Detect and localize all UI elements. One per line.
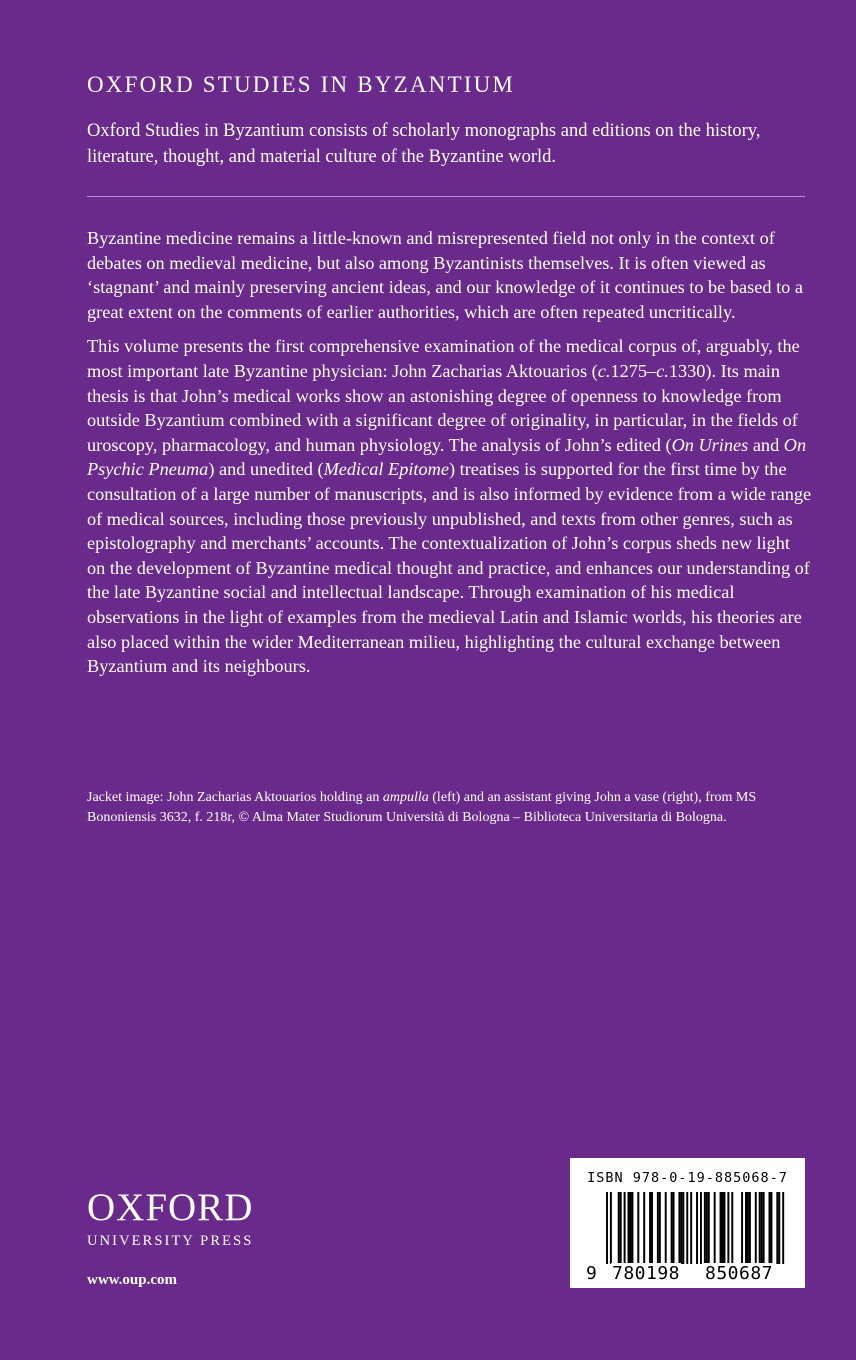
barcode-bar — [637, 1192, 639, 1264]
barcode-bar — [706, 1192, 708, 1264]
publisher-logo — [87, 1188, 287, 1250]
barcode-bar — [723, 1192, 725, 1264]
text-run: ) treatises is supported for the first time by the consultation of a large number of manuscripts, and is also informed by evidence from a wide range of medical sources, including those previously unpublished, and texts from other genres, such as epistolography and merchants’ accounts. The contextualization of John’s corpus sheds new light on the development of Byzantine medical thought and practice, and enhances our understanding of the late Byzantine social and intellectual landscape. Through examination of his medical observations in the light of examples from the medieval Latin and Islamic worlds, his theories are also placed within the wider Mediterranean milieu, highlighting the cultural exchange between Byzantium and its neighbours. — [87, 459, 812, 677]
barcode-bar — [631, 1192, 633, 1264]
barcode-bar — [731, 1192, 733, 1264]
barcode-digits-left: 780198 — [612, 1263, 681, 1284]
barcode-bar — [643, 1192, 645, 1264]
barcode-bar — [671, 1192, 673, 1264]
barcode-bar — [769, 1192, 771, 1264]
barcode-bar — [747, 1192, 749, 1264]
barcode-bar — [678, 1192, 680, 1264]
barcode-bar — [696, 1192, 698, 1264]
work-title: On Psychic Pneuma — [87, 434, 807, 480]
barcode-bar — [761, 1192, 763, 1264]
barcode-lead-digit: 9 — [586, 1263, 597, 1284]
isbn-label: ISBN 978-0-19-885068-7 — [587, 1170, 788, 1186]
work-title: On Urines — [671, 434, 749, 455]
blurb — [87, 226, 812, 689]
text-run: 1275– — [610, 360, 657, 381]
barcode-bar — [651, 1192, 653, 1264]
italic-term: ampulla — [382, 790, 429, 805]
barcode-bar — [690, 1192, 692, 1264]
barcode-bar — [700, 1192, 702, 1264]
barcode-bar — [610, 1192, 612, 1264]
barcode-bar — [741, 1192, 743, 1264]
barcode-bar — [673, 1192, 675, 1264]
barcode-bar — [778, 1192, 780, 1264]
text-run: (left) and an assistant giving John a vase (right), from MS Bononiensis 3632, f. 218r, © Alma Mater Studiorum Università di Bologna – Biblioteca Universitaria di Bologna. — [87, 790, 757, 825]
barcode-digits-right: 850687 — [705, 1263, 774, 1284]
barcode-bar — [722, 1192, 724, 1264]
barcode-bar — [657, 1192, 659, 1264]
barcode-bar — [606, 1192, 608, 1264]
blurb-paragraph-2 — [87, 334, 812, 678]
barcode-bar — [680, 1192, 682, 1264]
publisher-name: OXFORD — [87, 1186, 254, 1229]
barcode-bar — [755, 1192, 757, 1264]
text-run: Jacket image: John Zacharias Aktouarios holding an — [87, 790, 383, 805]
barcode-bar — [782, 1192, 784, 1264]
barcode-bar — [686, 1192, 688, 1264]
series-title: OXFORD STUDIES IN BYZANTIUM — [87, 72, 516, 97]
barcode-bar — [745, 1192, 747, 1264]
publisher-url[interactable]: www.oup.com — [87, 1272, 178, 1288]
barcode-bar — [714, 1192, 716, 1264]
barcode-bar — [628, 1192, 630, 1264]
barcode-bar — [682, 1192, 684, 1264]
barcode-bar — [749, 1192, 751, 1264]
series-description: Oxford Studies in Byzantium consists of scholarly monographs and editions on the history, literature, thought, and material culture of the Byzantine world. — [87, 121, 761, 167]
barcode-bar — [704, 1192, 706, 1264]
publisher-press: UNIVERSITY PRESS — [87, 1233, 254, 1249]
barcode-bar — [624, 1192, 626, 1264]
work-title: Medical Epitome — [323, 459, 449, 480]
barcode-bar — [720, 1192, 722, 1264]
barcode-bar — [708, 1192, 710, 1264]
barcode-bar — [659, 1192, 661, 1264]
text-run: 1330). Its main thesis is that John’s medical works show an astonishing degree of openness to knowledge from outside Byzantium combined with a significant degree of originality, in particular, in the fields of uroscopy, pharmacology, and human physiology. The analysis of John’s edited ( — [87, 360, 798, 455]
barcode-bar — [629, 1192, 631, 1264]
barcode-bar — [770, 1192, 772, 1264]
barcode-bar — [649, 1192, 651, 1264]
barcode-bars — [606, 1192, 792, 1264]
text-run: and — [748, 434, 784, 455]
barcode-bar — [759, 1192, 761, 1264]
circa-abbrev: c. — [656, 360, 669, 381]
blurb-paragraph-1: Byzantine medicine remains a little-known and misrepresented field not only in the context of debates on medieval medicine, but also among Byzantinists themselves. It is often viewed as ‘stagnant’ and mainly preserving ancient ideas, and our knowledge of it continues to be based to a great extent on the comments of earlier authorities, which are often repeated uncritically. — [87, 228, 803, 322]
jacket-image-credit — [87, 788, 812, 828]
barcode-bar — [776, 1192, 778, 1264]
circa-abbrev: c. — [597, 360, 611, 381]
barcode-bar — [620, 1192, 622, 1264]
barcode-bar — [618, 1192, 620, 1264]
divider — [87, 196, 805, 197]
barcode-bar — [727, 1192, 729, 1264]
text-run: This volume presents the first comprehensive examination of the medical corpus of, arguably, the most important late Byzantine physician: John Zacharias Aktouarios ( — [87, 336, 800, 381]
barcode-bar — [763, 1192, 765, 1264]
isbn-barcode — [570, 1158, 805, 1288]
barcode-bar — [665, 1192, 667, 1264]
text-run: ) and unedited ( — [208, 459, 324, 480]
